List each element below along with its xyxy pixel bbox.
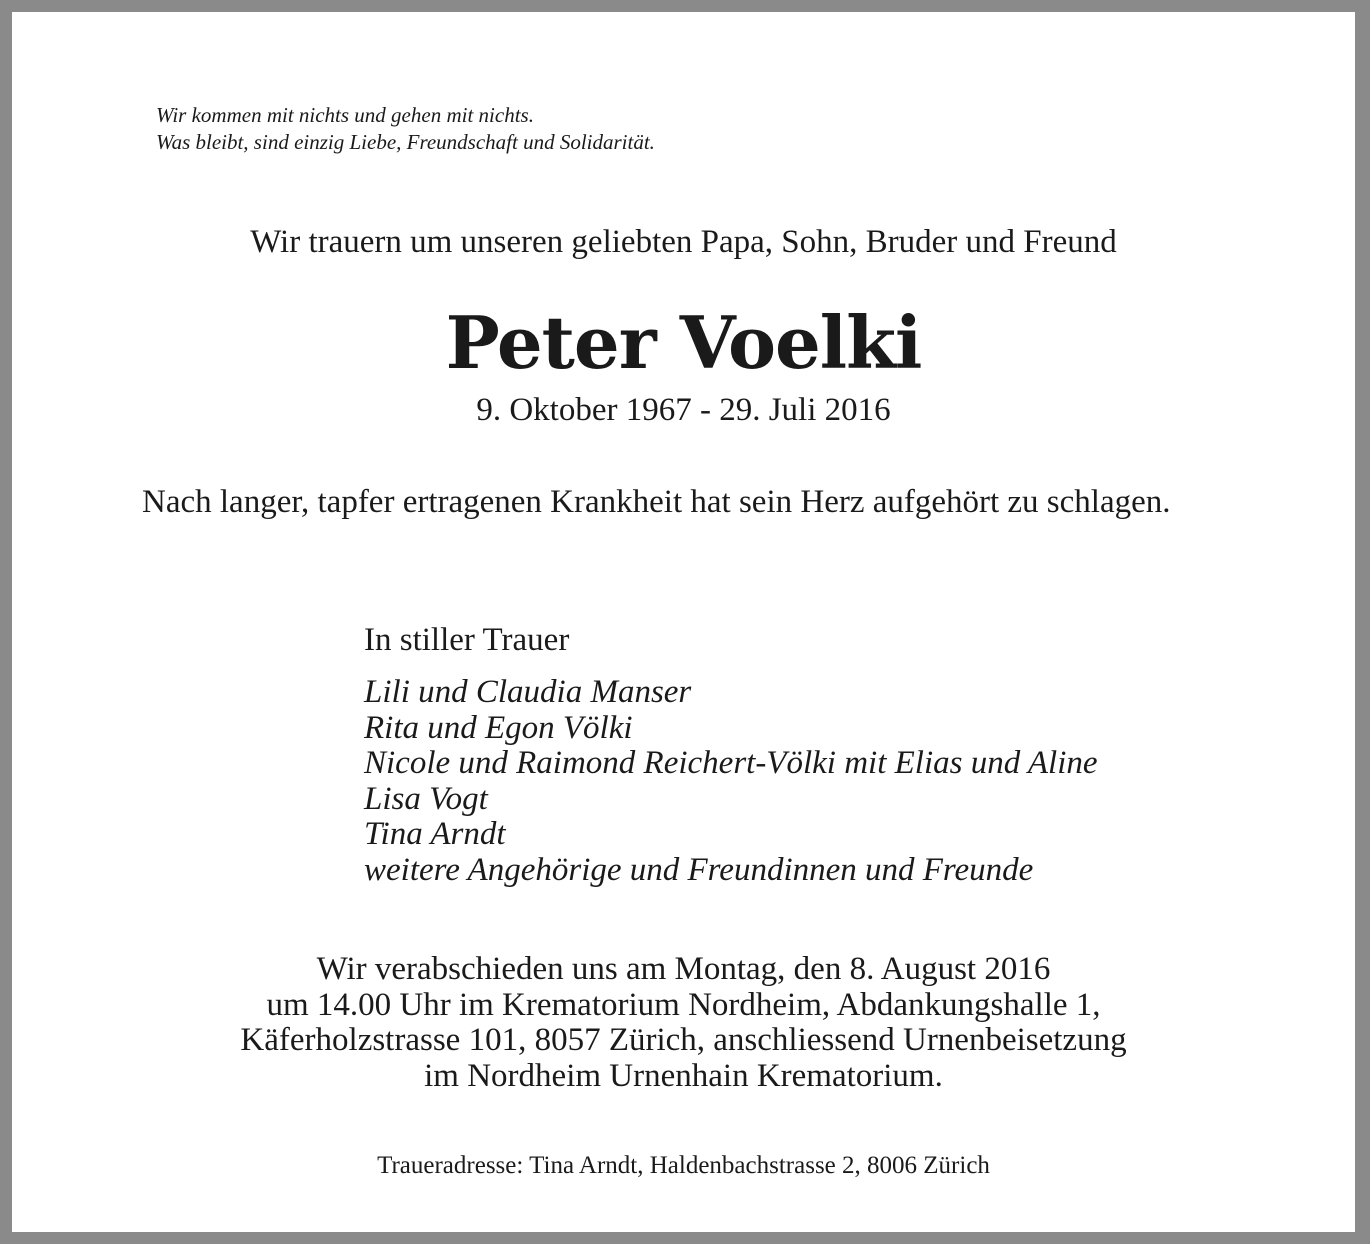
deceased-name: Peter Voelki [445,300,922,385]
motto-line-2: Was bleibt, sind einzig Liebe, Freundschaft und Solidarität. [156,130,655,154]
mourner-name: Rita und Egon Völki [364,709,633,746]
mourner-name: Tina Arndt [364,816,506,852]
mourner-name: Lisa Vogt [364,780,488,817]
service-line-4: im Nordheim Urnenhain Krematorium. [424,1057,943,1094]
life-dates: 9. Oktober 1967 - 29. Juli 2016 [476,392,891,428]
obituary-page [12,12,1355,1232]
motto-line-1: Wir kommen mit nichts und gehen mit nichts. [156,103,534,127]
service-line-1: Wir verabschieden uns am Montag, den 8. August 2016 [316,951,1051,987]
service-line-3: Käferholzstrasse 101, 8057 Zürich, anschliessend Urnenbeisetzung [240,1022,1127,1058]
mourning-address: Traueradresse: Tina Arndt, Haldenbachstrasse 2, 8006 Zürich [377,1152,990,1179]
mourner-name: Lili und Claudia Manser [364,674,692,710]
mourner-name: Nicole und Raimond Reichert-Völki mit Elias und Aline [364,745,1098,781]
mourner-name: weitere Angehörige und Freundinnen und Freunde [364,851,1034,888]
mourners-list [364,675,1098,888]
motto-quote [156,102,655,156]
mourning-label: In stiller Trauer [364,622,570,658]
service-details [12,952,1355,1094]
death-statement: Nach langer, tapfer ertragenen Krankheit hat sein Herz aufgehört zu schlagen. [142,484,1171,520]
service-line-2: um 14.00 Uhr im Krematorium Nordheim, Abdankungshalle 1, [266,986,1101,1023]
intro-line: Wir trauern um unseren geliebten Papa, Sohn, Bruder und Freund [250,224,1117,260]
